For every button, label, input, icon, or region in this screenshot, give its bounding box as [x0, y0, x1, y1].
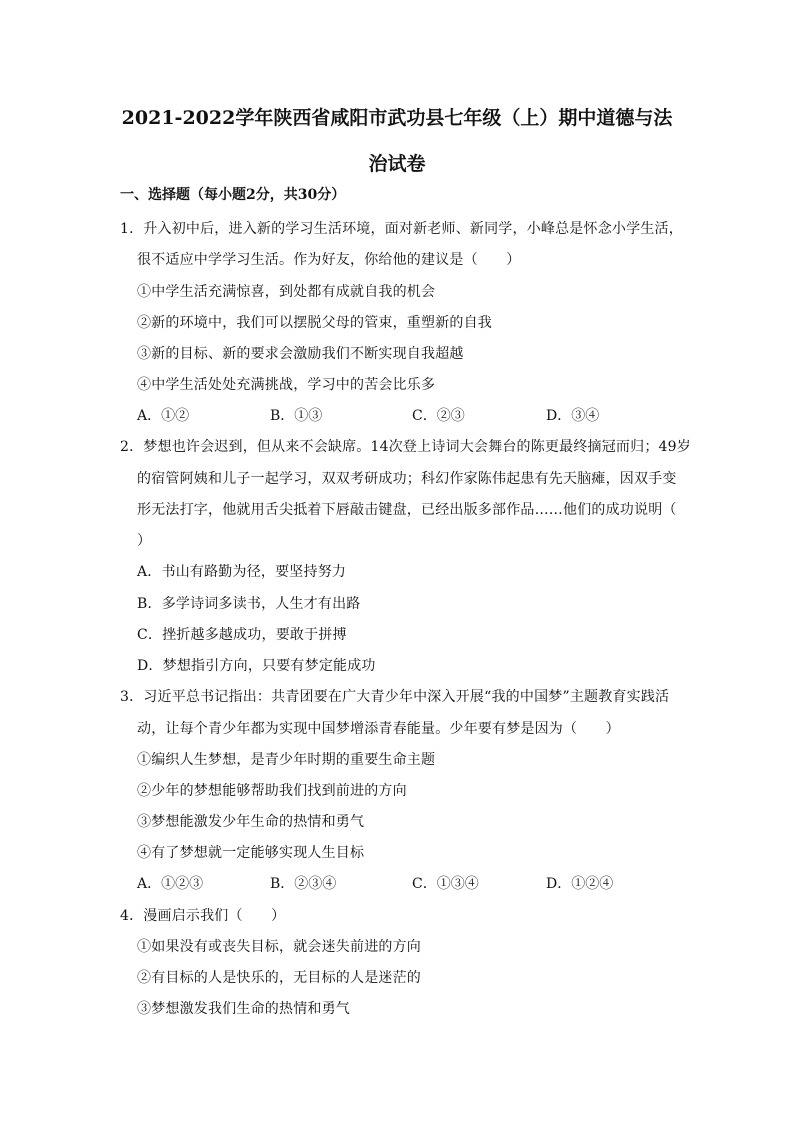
question-3-statement: ①编织人生梦想，是青少年时期的重要生命主题 [137, 752, 436, 768]
choice-b: B．②③④ [270, 876, 337, 892]
question-2-choice-a: A．书山有路勤为径，要坚持努力 [137, 564, 347, 580]
question-2-choice-c: C．挫折越多越成功，要敢于拼搏 [137, 627, 347, 643]
exam-title-line-2: 治试卷 [368, 153, 426, 175]
exam-title-line-1: 2021-2022学年陕西省咸阳市武功县七年级（上）期中道德与法 [121, 107, 673, 129]
question-1-text: 1．升入初中后，进入新的学习生活环境，面对新老师、新同学，小峰总是怀念小学生活， [120, 221, 683, 237]
choice-d: D．③④ [546, 408, 600, 424]
question-3-text: 3．习近平总书记指出：共青团要在广大青少年中深入开展“我的中国梦”主题教育实践活 [120, 689, 670, 705]
question-3-choices [137, 873, 697, 893]
question-1-statement: ②新的环境中，我们可以摆脱父母的管束，重塑新的自我 [137, 315, 492, 331]
question-2-choice-d: D．梦想指引方向，只要有梦定能成功 [137, 658, 376, 674]
question-2-text: 的宿管阿姨和儿子一起学习，双双考研成功；科幻作家陈伟起患有先天脑瘫，因双手变 [137, 471, 677, 487]
question-1-text: 很不适应中学学习生活。作为好友，你给他的建议是（ ） [137, 252, 521, 268]
choice-d: D．①②④ [546, 876, 614, 892]
choice-a: A．①②③ [137, 876, 204, 892]
section-heading: 一、选择题（每小题2分，共30分） [120, 187, 346, 203]
question-4-statement: ①如果没有或丧失目标，就会迷失前进的方向 [137, 939, 421, 955]
question-2-choice-b: B．多学诗词多读书，人生才有出路 [137, 596, 361, 612]
question-1-choices [137, 405, 697, 425]
choice-c: C．②③ [412, 408, 465, 424]
question-4-text: 4．漫画启示我们（ ） [120, 908, 286, 924]
question-1-statement: ③新的目标、新的要求会激励我们不断实现自我超越 [137, 346, 464, 362]
choice-c: C．①③④ [412, 876, 479, 892]
choice-a: A．①② [137, 408, 190, 424]
question-2-text: 2．梦想也许会迟到，但从来不会缺席。14次登上诗词大会舞台的陈更最终摘冠而归；49岁 [120, 439, 691, 455]
choice-b: B．①③ [270, 408, 323, 424]
question-2-text: ） [137, 533, 152, 549]
question-3-statement: ②少年的梦想能够帮助我们找到前进的方向 [137, 783, 407, 799]
question-2-text: 形无法打字，他就用舌尖抵着下唇敲击键盘，已经出版多部作品……他们的成功说明（ [137, 502, 677, 518]
question-4-statement: ③梦想激发我们生命的热情和勇气 [137, 1001, 350, 1017]
question-4-statement: ②有目标的人是快乐的，无目标的人是迷茫的 [137, 970, 421, 986]
question-1-statement: ④中学生活处处充满挑战，学习中的苦会比乐多 [137, 377, 436, 393]
question-3-statement: ③梦想能激发少年生命的热情和勇气 [137, 814, 365, 830]
question-3-text: 动，让每个青少年都为实现中国梦增添青春能量。少年要有梦是因为（ ） [137, 721, 620, 737]
question-3-statement: ④有了梦想就一定能够实现人生目标 [137, 845, 365, 861]
question-1-statement: ①中学生活充满惊喜，到处都有成就自我的机会 [137, 284, 436, 300]
